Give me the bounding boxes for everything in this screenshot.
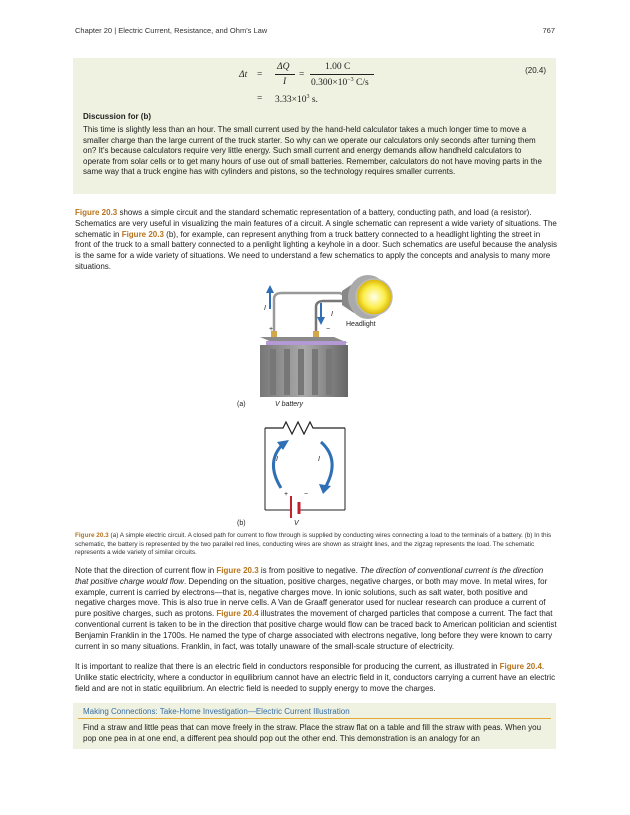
fig-a-plus: + [269, 326, 274, 333]
eq-result: $3.33\times 10^3$ s. [275, 94, 318, 106]
eq-frac2-bar [310, 74, 374, 75]
page-number: 767 [542, 26, 555, 35]
fig-a-label: (a) [237, 401, 246, 408]
eq-sign-2: = [299, 70, 305, 80]
making-connections-box [73, 703, 556, 749]
fig-b-label: (b) [237, 520, 246, 527]
fig-a-current-left: I [264, 305, 266, 312]
figure-b-schematic [255, 418, 355, 520]
divider [78, 718, 551, 719]
figure-a-illustration [230, 275, 400, 410]
paragraph-intro: Figure 20.3 shows a simple circuit and the standard schematic representation of a battery, conducting path, and load (a resistor). Schematics are very useful in visualizing the main features of a circuit. A single schematic can represent a wide variety of situations. The schematic in Figure 20.3 (b), for example, can represent anything from a truck battery connected to a headlight lighting the street in front of the truck to a small battery connected to a penlight lighting a keyhole in a door. Such schematics are useful because the analysis is the same for a wide variety of situations. We need to understand a few schematics to apply the concepts and analysis to many more situations. [75, 208, 558, 271]
current-arrowhead [317, 317, 325, 325]
resistor-zigzag [265, 422, 345, 434]
fig-a-minus: − [326, 326, 331, 333]
figure-link[interactable]: Figure 20.4 [216, 609, 259, 619]
eq-lhs: Δt [239, 70, 248, 80]
current-arc-arrowhead [319, 484, 331, 494]
battery-rib [298, 349, 304, 395]
eq-frac2-num: 1.00 C [325, 62, 351, 72]
figure-link[interactable]: Figure 20.3 [216, 566, 259, 575]
eq-frac1-bar [275, 74, 295, 75]
fig-b-current-right: I [318, 456, 320, 463]
fig-b-current-left: I [276, 456, 278, 463]
discussion-title: Discussion for (b) [83, 112, 152, 121]
current-arc-left [273, 444, 283, 488]
eq-frac1-num: ΔQ [277, 62, 290, 72]
fig-b-voltage: V [294, 520, 299, 527]
paragraph-electric-field: It is important to realize that there is an electric field in conductors responsible for producing the current, as illustrated in Figure 20.4. Unlike static electricity, where a conductor in equilibrium cannot have an electric field in it, conductors carrying a current have an electric field and are not in static equilibrium. An electric field is needed to supply energy to move the charges. [75, 662, 556, 693]
headlight-label: Headlight [346, 321, 376, 328]
battery-rib [326, 349, 332, 395]
chapter-title: Chapter 20 | Electric Current, Resistance, and Ohm's Law [75, 26, 268, 35]
eq-frac1-den: I [283, 77, 287, 87]
eq-sign-1: = [257, 70, 263, 80]
battery-rib [284, 349, 290, 395]
eq-frac2-den: $0.300\times 10^{-3}$ C/s [311, 77, 369, 89]
equation-number: (20.4) [525, 66, 546, 75]
discussion-text: This time is slightly less than an hour. The small current used by the hand-held calculator takes a much longer time to move a smaller charge than the large current of the truck starter. So why can we operate our calculators only seconds after turning them on? It's because calculators require very little energy. Such small current and energy demands allow handheld calculators to operate from solar cells or to get many hours of use out of small batteries. Remember, calculators do not have moving parts in the same way that a truck engine has with cylinders and pistons, so the technology requires smaller currents. [83, 125, 542, 176]
figure-link[interactable]: Figure 20.4 [499, 662, 542, 671]
figure-link[interactable]: Figure 20.3 [121, 229, 164, 239]
page-header [75, 26, 555, 35]
fig-b-minus: − [304, 491, 309, 498]
example-box [73, 58, 556, 194]
wire-positive [274, 293, 348, 333]
paragraph-conventional-current: Note that the direction of current flow in Figure 20.3 is from positive to negative. The direction of conventional current is the direction that positive charge would flow. Depending on the situation, positive charges, negative charges, or both may move. In metal wires, for example, current is carried by electrons—that is, negative charges move. In ionic solutions, such as salt water, both positive and negative charges move. This is also true in nerve cells. A Van de Graaff generator used for nuclear research can produce a current of pure positive charges, such as protons. Figure 20.4 illustrates the movement of charged particles that compose a current. The fact that conventional current is taken to be in the direction that positive charge would flow can be traced back to American politician and scientist Benjamin Franklin in the 1700s. He named the type of charge associated with electrons negative, long before they were known to carry current in so many situations. Franklin, in fact, was totally unaware of the small-scale structure of electricity. [75, 566, 557, 651]
figure-link[interactable]: Figure 20.3 [75, 532, 109, 539]
battery-rib [270, 349, 276, 395]
current-arc-right [321, 442, 332, 488]
eq-sign-3: = [257, 94, 263, 104]
current-arrowhead [266, 285, 274, 293]
headlight-bulb [356, 279, 392, 315]
figure-caption: Figure 20.3 (a) A simple electric circuit. A closed path for current to flow through is supplied by conducting wires connecting a load to the terminals of a battery. (b) In this schematic, the battery is represented by the two parallel red lines, conducting wires are shown as straight lines, and the zigzag represents the load. The schematic represents a wide variety of similar circuits. [75, 532, 552, 556]
fig-a-current-right: I [331, 311, 333, 318]
battery-rib [312, 349, 318, 395]
negative-terminal [313, 331, 319, 337]
making-connections-text: Find a straw and little peas that can move freely in the straw. Place the straw flat on a table and fill the straw with peas. When you pop one pea in at one end, a different pea should pop out the other end. This demonstration is an analogy for an [83, 723, 542, 743]
figure-link[interactable]: Figure 20.3 [75, 208, 118, 217]
battery-label: V battery [275, 401, 304, 408]
making-connections-title: Making Connections: Take-Home Investigation—Electric Current Illustration [83, 707, 350, 716]
fig-b-plus: + [284, 491, 289, 498]
